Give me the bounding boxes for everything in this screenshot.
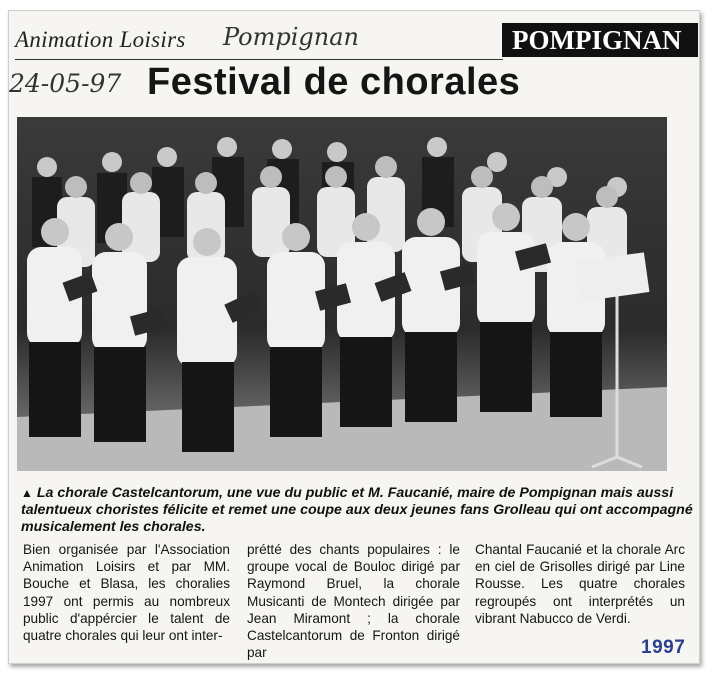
town-banner: POMPIGNAN <box>502 23 698 57</box>
newspaper-clipping <box>8 10 700 664</box>
header-rule <box>15 59 503 60</box>
headline: Festival de chorales <box>147 61 521 103</box>
article-column-1: Bien organisée par l'Association Animation Loisirs et par MM. Bouche et Blasa, les choralies 1997 ont permis au nombreux public d'appércier le talent de quatre chorales qui leur ont inter- <box>23 542 230 644</box>
section-rubric: Animation Loisirs <box>15 27 186 52</box>
choir-photo <box>17 117 667 471</box>
year-stamp: 1997 <box>641 637 686 658</box>
handwritten-date: 24-05-97 <box>9 69 122 98</box>
article-column-3: Chantal Faucanié et la chorale Arc en ciel de Grisolles dirigé par Line Rousse. Les quatre chorales regroupés ont interprétés un vibrant Nabucco de Verdi. <box>475 542 685 626</box>
caption-text: La chorale Castelcantorum, une vue du public et M. Faucanié, maire de Pompignan mais aussi talentueux choristes félicite et remet une coupe aux deux jeunes fans Grolleau qui ont accompagné musicalement les chorales. <box>21 485 693 535</box>
handwritten-town: Pompignan <box>223 23 360 51</box>
photo-caption <box>21 485 695 536</box>
article-column-2: prétté des chants populaires : le groupe vocal de Bouloc dirigé par Raymond Bruel, la chorale Musicanti de Montech dirigée par Jean Miramont ; la chorale Castelcantorum de Fronton dirigé par <box>247 542 460 661</box>
triangle-icon: ▲ <box>21 486 33 500</box>
